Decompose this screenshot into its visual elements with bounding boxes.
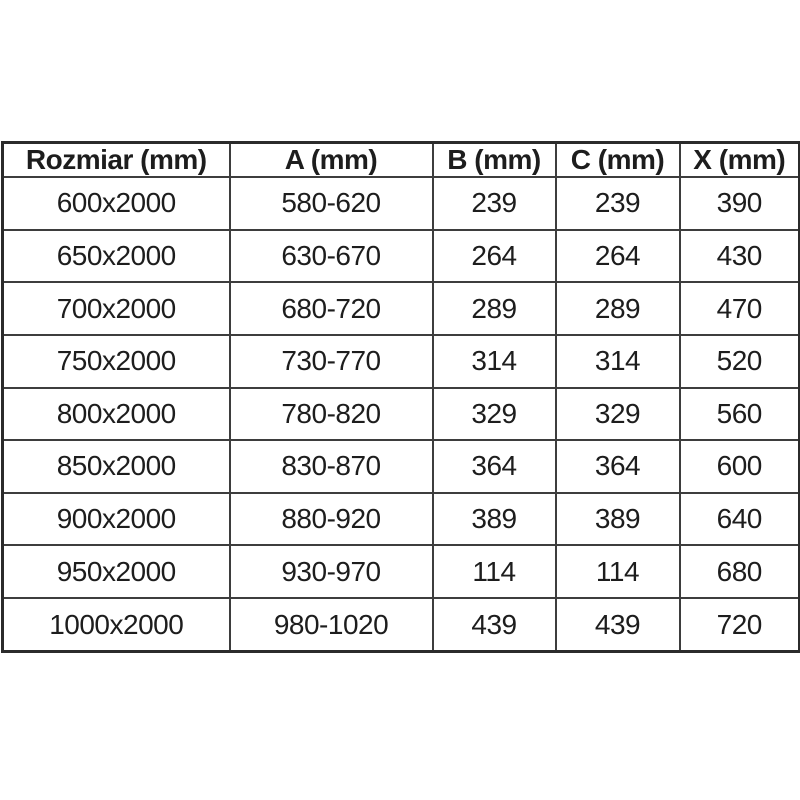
- table-row: [3, 335, 800, 388]
- table-row: [3, 282, 800, 335]
- cell-size: 650x2000: [3, 230, 230, 283]
- col-header-x: X (mm): [680, 143, 800, 178]
- cell-b: 114: [433, 545, 556, 598]
- cell-a: 780-820: [230, 388, 433, 441]
- cell-c: 289: [556, 282, 680, 335]
- cell-size: 600x2000: [3, 177, 230, 230]
- cell-c: 239: [556, 177, 680, 230]
- cell-x: 680: [680, 545, 800, 598]
- cell-x: 520: [680, 335, 800, 388]
- cell-a: 630-670: [230, 230, 433, 283]
- cell-a: 680-720: [230, 282, 433, 335]
- cell-x: 390: [680, 177, 800, 230]
- table-row: [3, 177, 800, 230]
- col-header-a: A (mm): [230, 143, 433, 178]
- cell-b: 239: [433, 177, 556, 230]
- cell-size: 850x2000: [3, 440, 230, 493]
- table-row: [3, 493, 800, 546]
- cell-a: 980-1020: [230, 598, 433, 652]
- cell-x: 470: [680, 282, 800, 335]
- col-header-b: B (mm): [433, 143, 556, 178]
- cell-a: 730-770: [230, 335, 433, 388]
- table-row: [3, 388, 800, 441]
- cell-a: 930-970: [230, 545, 433, 598]
- cell-b: 364: [433, 440, 556, 493]
- cell-size: 1000x2000: [3, 598, 230, 652]
- cell-x: 430: [680, 230, 800, 283]
- col-header-rozmiar: Rozmiar (mm): [3, 143, 230, 178]
- size-table: [1, 141, 800, 653]
- cell-size: 800x2000: [3, 388, 230, 441]
- cell-c: 264: [556, 230, 680, 283]
- cell-c: 389: [556, 493, 680, 546]
- cell-size: 950x2000: [3, 545, 230, 598]
- cell-c: 114: [556, 545, 680, 598]
- cell-x: 640: [680, 493, 800, 546]
- cell-b: 439: [433, 598, 556, 652]
- col-header-c: C (mm): [556, 143, 680, 178]
- cell-a: 880-920: [230, 493, 433, 546]
- cell-x: 560: [680, 388, 800, 441]
- cell-c: 439: [556, 598, 680, 652]
- table-row: [3, 230, 800, 283]
- cell-a: 830-870: [230, 440, 433, 493]
- cell-c: 329: [556, 388, 680, 441]
- cell-x: 720: [680, 598, 800, 652]
- table-body: [3, 177, 800, 652]
- cell-x: 600: [680, 440, 800, 493]
- table-row: [3, 598, 800, 652]
- cell-b: 314: [433, 335, 556, 388]
- cell-b: 264: [433, 230, 556, 283]
- header-row: [3, 143, 800, 178]
- table-row: [3, 440, 800, 493]
- table-header: [3, 143, 800, 178]
- cell-size: 900x2000: [3, 493, 230, 546]
- cell-size: 700x2000: [3, 282, 230, 335]
- cell-b: 389: [433, 493, 556, 546]
- cell-b: 289: [433, 282, 556, 335]
- cell-size: 750x2000: [3, 335, 230, 388]
- cell-a: 580-620: [230, 177, 433, 230]
- cell-c: 364: [556, 440, 680, 493]
- cell-b: 329: [433, 388, 556, 441]
- table-row: [3, 545, 800, 598]
- cell-c: 314: [556, 335, 680, 388]
